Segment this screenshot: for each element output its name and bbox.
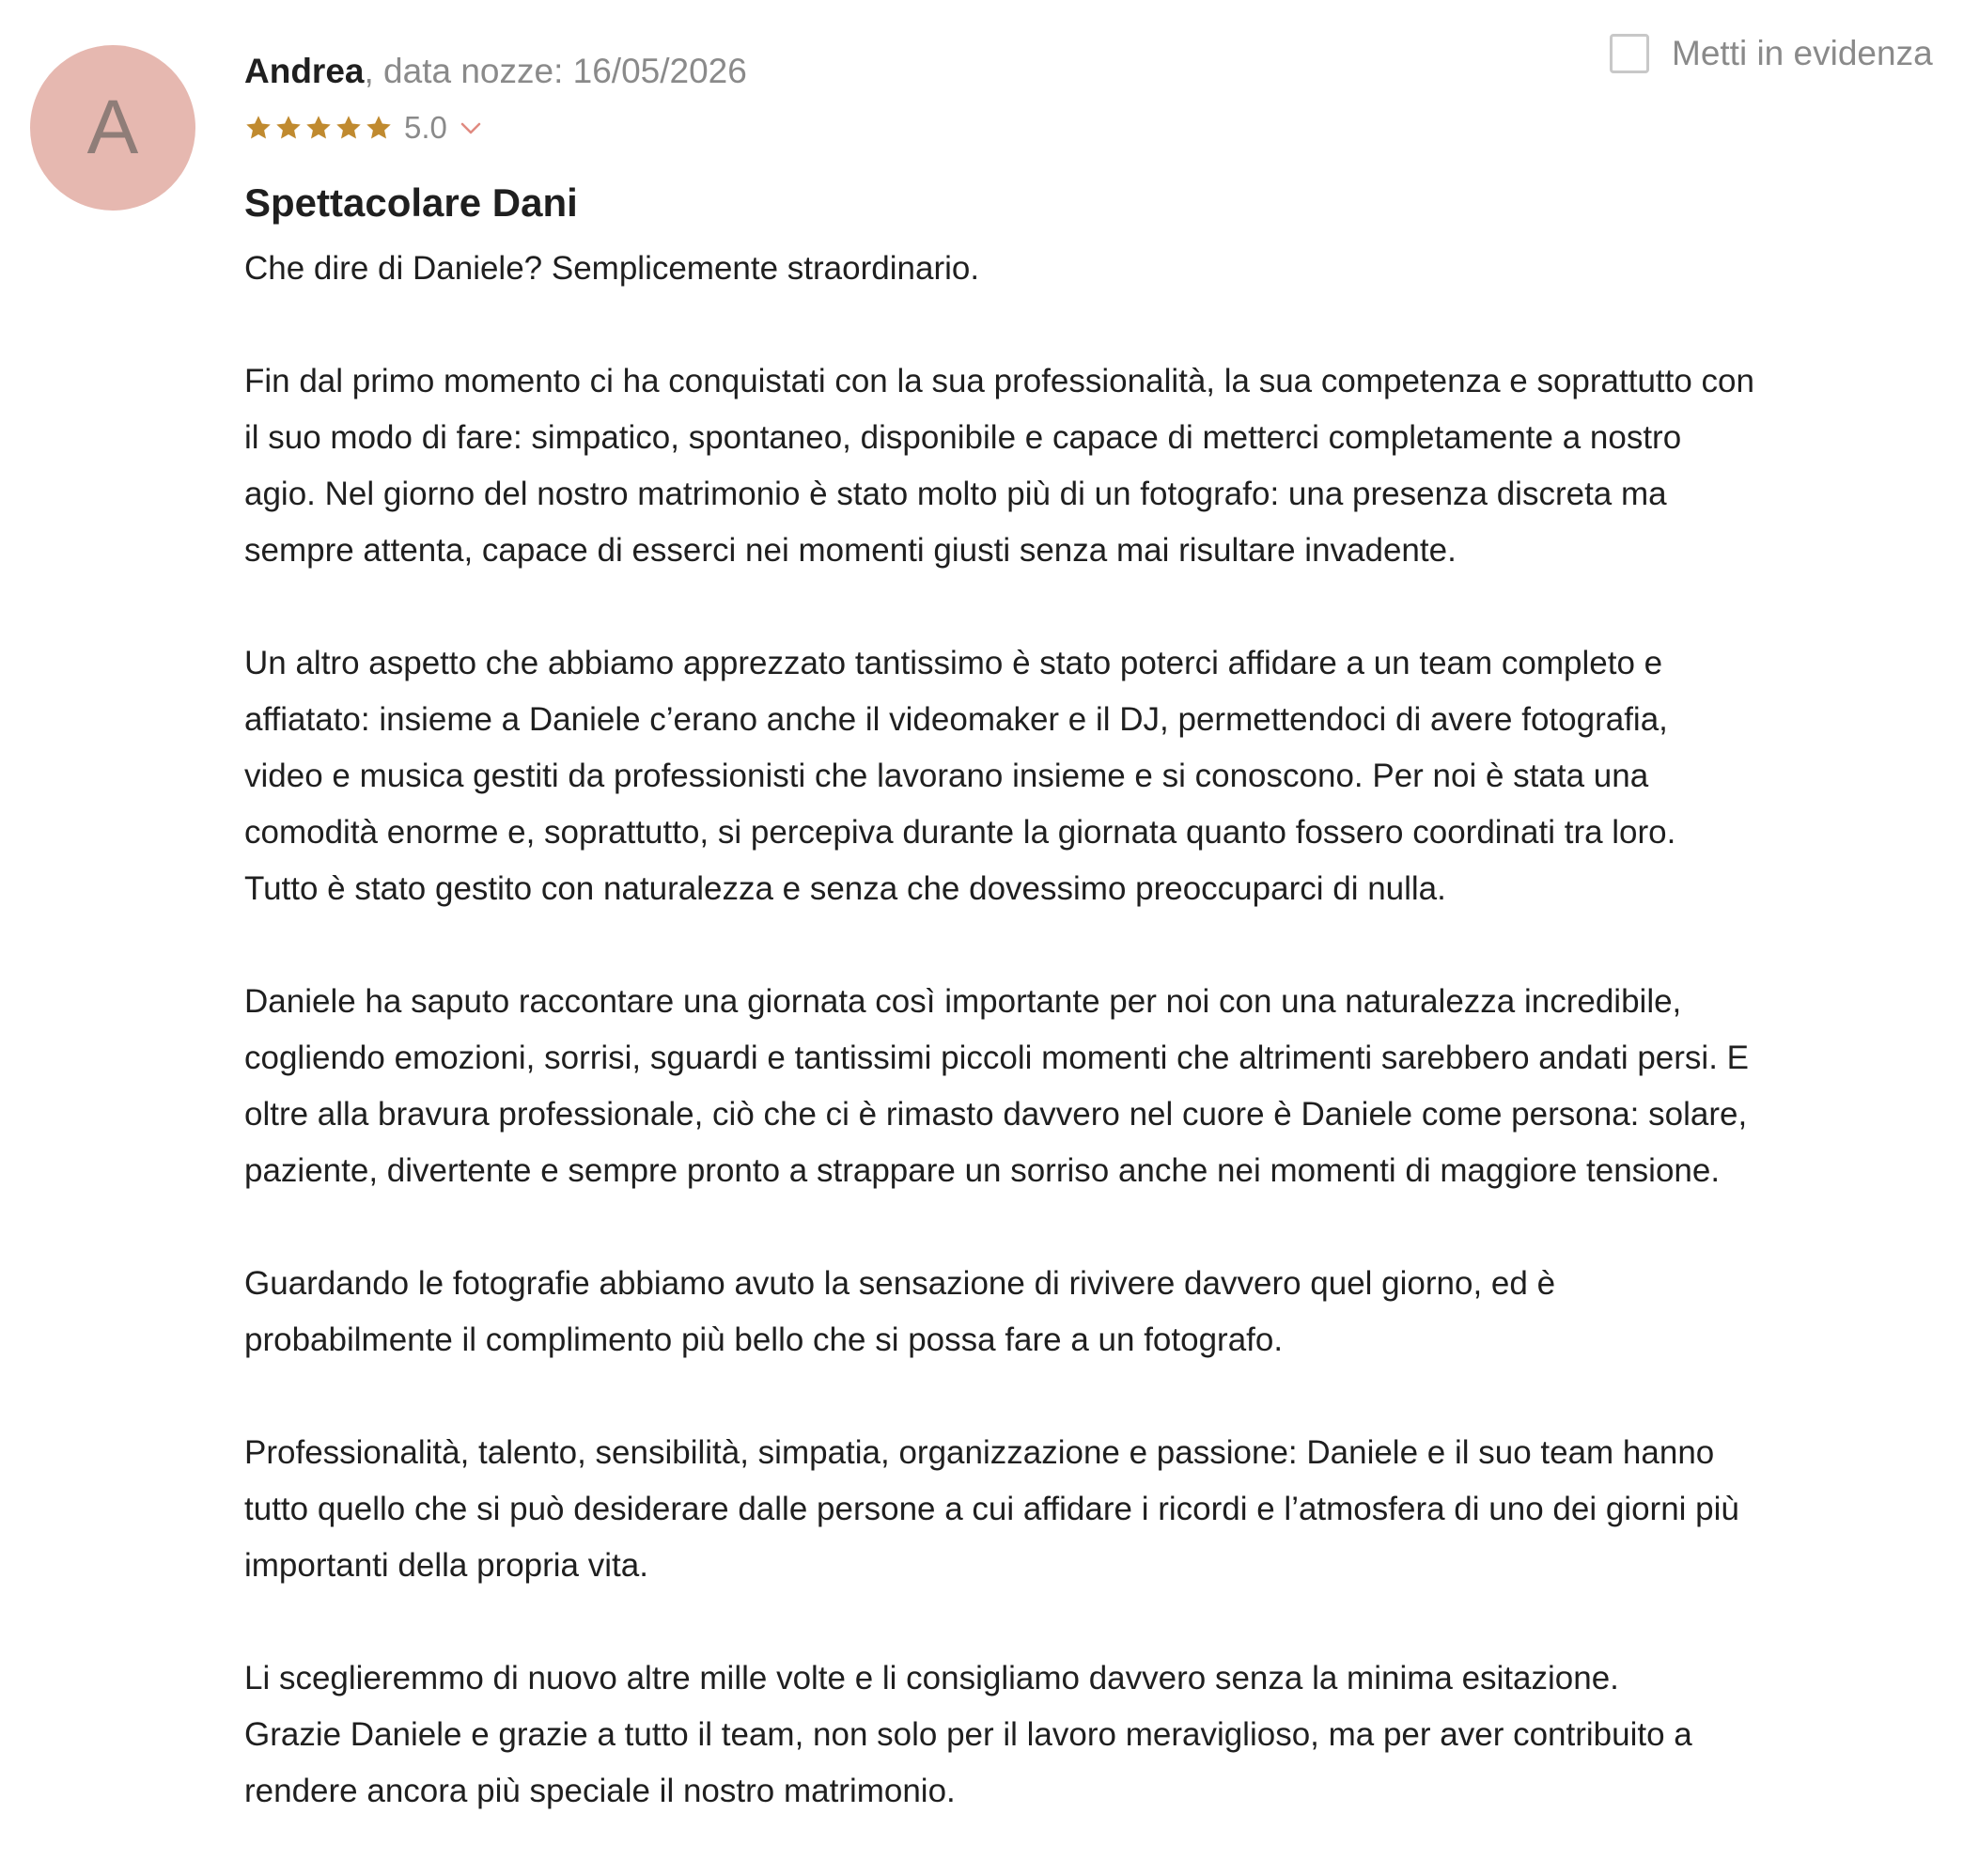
review-paragraph: Professionalità, talento, sensibilità, simpatia, organizzazione e passione: Daniele e il suo team hanno tutto quello che si può desiderare dalle persone a cui affidare i ricordi e l’atmosfera di uno dei giorni più importanti della propria vita. [244,1434,1739,1584]
review-title: Spettacolare Dani [244,180,578,225]
star-icon [244,114,273,142]
review-paragraph: Guardando le fotografie abbiamo avuto la sensazione di rivivere davvero quel giorno, ed è probabilmente il complimento più bello che si possa fare a un fotografo. [244,1265,1556,1358]
avatar-initial: A [86,85,139,170]
star-icon [365,114,393,142]
star-icon [304,114,333,142]
author-name: Andrea [244,52,365,90]
rating-score: 5.0 [404,110,447,145]
star-icon [335,114,363,142]
review-paragraph: Li sceglieremmo di nuovo altre mille volte e li consigliamo davvero senza la minima esitazione. Grazie Daniele e grazie a tutto il team, non solo per il lavoro meraviglioso, ma per aver contribuito a rendere ancora più speciale il nostro matrimonio. [244,1660,1692,1809]
highlight-label[interactable]: Metti in evidenza [1672,34,1933,72]
review-paragraph: Daniele ha saputo raccontare una giornata così importante per noi con una naturalezza incredibile, cogliendo emozioni, sorrisi, sguardi e tantissimi piccoli momenti che altrimenti sarebbero andati persi. E oltre alla bravura professionale, ciò che ci è rimasto davvero nel cuore è Daniele come persona: solare, paziente, divertente e sempre pronto a strappare un sorriso anche nei momenti di maggiore tensione. [244,983,1749,1189]
star-icon [274,114,303,142]
review-paragraph: Un altro aspetto che abbiamo apprezzato tantissimo è stato poterci affidare a un team completo e affiatato: insieme a Daniele c’erano anche il videomaker e il DJ, permettendoci di avere fotografia, video e musica gestiti da professionisti che lavorano insieme e si conoscono. Per noi è stata una comodità enorme e, soprattutto, si percepiva durante la giornata quanto fossero coordinati tra loro. Tutto è stato gestito con naturalezza e senza che dovessimo preoccuparci di nulla. [244,645,1676,907]
rating [244,109,1955,147]
review-paragraph: Fin dal primo momento ci ha conquistati con la sua professionalità, la sua competenza e soprattutto con il suo modo di fare: simpatico, spontaneo, disponibile e capace di metterci completamente a nostro agio. Nel giorno del nostro matrimonio è stato molto più di un fotografo: una presenza discreta ma sempre attenta, capace di esserci nei momenti giusti senza mai risultare invadente. [244,363,1754,569]
avatar [30,45,195,211]
review-content [244,49,1955,1876]
wedding-date-prefix: , data nozze: [364,52,573,90]
review-paragraph: Che dire di Daniele? Semplicemente straordinario. [244,250,980,287]
star-rating [244,114,393,142]
review-body [244,241,1955,1820]
review-meta [244,49,1955,94]
wedding-date: 16/05/2026 [572,52,747,90]
chevron-down-icon[interactable] [459,116,483,140]
